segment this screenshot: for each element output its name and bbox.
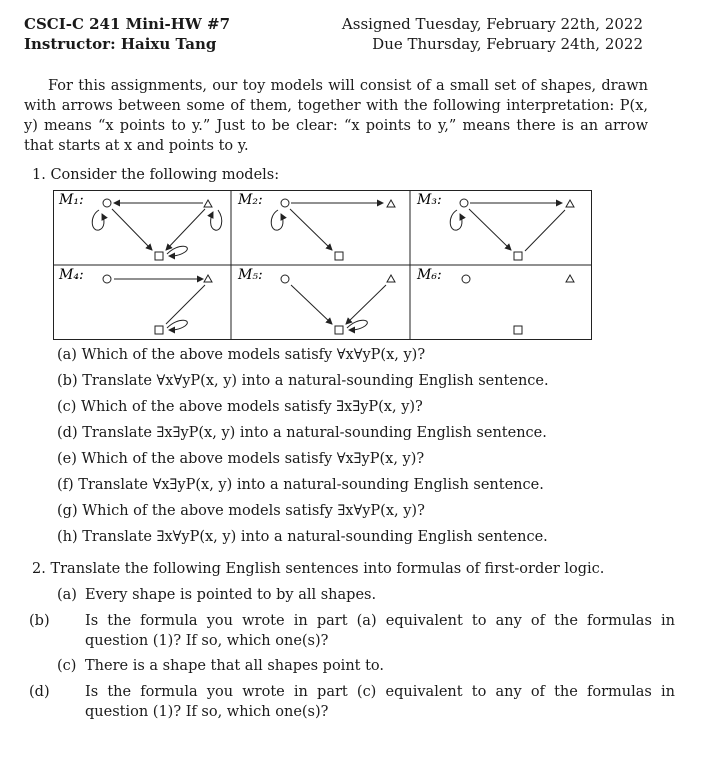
arrow	[346, 285, 386, 324]
self-loop	[167, 246, 187, 256]
model-label-m3: M₃:	[417, 192, 442, 208]
due-date: Due Thursday, February 24th, 2022	[372, 35, 643, 53]
instructor-line: Instructor: Haixu Tang	[24, 35, 217, 53]
edge	[166, 285, 205, 324]
triangle-node	[204, 200, 212, 207]
q1-part-a: (a) Which of the above models satisfy ∀x∀yP(x, y)?	[57, 347, 426, 363]
circle-node	[281, 199, 289, 207]
assigned-date: Assigned Tuesday, February 22th, 2022	[341, 15, 643, 33]
circle-node	[460, 199, 468, 207]
triangle-node	[566, 275, 574, 282]
model-m3-diagram	[450, 199, 574, 260]
square-node	[155, 252, 163, 260]
model-m1-diagram	[92, 199, 221, 260]
part-text: There is a shape that all shapes point to.	[85, 658, 384, 674]
part-tag: (d)	[29, 684, 50, 700]
self-loop	[450, 210, 462, 230]
triangle-node	[566, 200, 574, 207]
q1-part-g: (g) Which of the above models satisfy ∃x∀yP(x, y)?	[57, 503, 425, 519]
model-label-m1: M₁:	[59, 192, 84, 208]
q1-part-c: (c) Which of the above models satisfy ∃x∃yP(x, y)?	[57, 399, 423, 415]
square-node	[155, 326, 163, 334]
course-title: CSCI-C 241 Mini-HW #7	[24, 15, 231, 33]
model-label-m5: M₅:	[238, 267, 263, 283]
square-node	[514, 252, 522, 260]
model-m5-diagram	[281, 275, 395, 334]
part-tag: (b)	[29, 613, 50, 629]
model-m6-diagram	[462, 275, 574, 334]
q1-part-h: (h) Translate ∃x∀yP(x, y) into a natural-sounding English sentence.	[57, 529, 548, 545]
question-1-heading: 1. Consider the following models:	[32, 167, 280, 183]
model-label-m6: M₆:	[417, 267, 442, 283]
triangle-node	[204, 275, 212, 282]
q1-part-d: (d) Translate ∃x∃yP(x, y) into a natural-sounding English sentence.	[57, 425, 547, 441]
self-loop	[347, 320, 367, 330]
model-m2-diagram	[271, 199, 395, 260]
square-node	[335, 252, 343, 260]
q2-part-b	[29, 611, 675, 651]
q2-part-d	[29, 682, 675, 722]
header-right	[342, 14, 643, 54]
part-text: Is the formula you wrote in part (c) equivalent to any of the formulas in question (1)? If so, which one(s)?	[85, 684, 675, 720]
self-loop	[92, 210, 104, 230]
arrow	[290, 209, 332, 250]
q2-part-a	[57, 585, 376, 605]
part-text: Every shape is pointed to by all shapes.	[85, 587, 377, 603]
arrow	[469, 209, 511, 250]
circle-node	[103, 275, 111, 283]
triangle-node	[387, 200, 395, 207]
question-2-heading: 2. Translate the following English sentences into formulas of first-order logic.	[32, 561, 605, 577]
q1-part-e: (e) Which of the above models satisfy ∀x∃yP(x, y)?	[57, 451, 425, 467]
circle-node	[462, 275, 470, 283]
q2-part-c	[57, 656, 384, 676]
part-text: Is the formula you wrote in part (a) equivalent to any of the formulas in question (1)? If so, which one(s)?	[85, 613, 675, 649]
model-label-m2: M₂:	[238, 192, 263, 208]
self-loop	[167, 320, 187, 330]
model-m4-diagram	[103, 275, 212, 334]
header-left	[24, 14, 230, 54]
part-tag: (a)	[57, 587, 77, 603]
arrow	[112, 209, 152, 250]
circle-node	[103, 199, 111, 207]
self-loop	[211, 210, 222, 230]
q1-part-f: (f) Translate ∀x∃yP(x, y) into a natural-sounding English sentence.	[57, 477, 544, 493]
triangle-node	[387, 275, 395, 282]
self-loop	[271, 210, 283, 230]
arrow	[291, 285, 332, 324]
square-node	[514, 326, 522, 334]
square-node	[335, 326, 343, 334]
model-label-m4: M₄:	[59, 267, 84, 283]
models-grid	[53, 190, 592, 340]
arrow	[166, 209, 205, 250]
circle-node	[281, 275, 289, 283]
intro-text: For this assignments, our toy models will consist of a small set of shapes, drawn with arrows between some of them, together with the following interpretation: P(x, y) means “x points to y.” Just to be clear: “x points to y,” means there is an arrow that starts at x and points to y.	[24, 78, 648, 154]
intro-paragraph	[24, 76, 648, 156]
part-tag: (c)	[57, 658, 77, 674]
q1-part-b: (b) Translate ∀x∀yP(x, y) into a natural-sounding English sentence.	[57, 373, 549, 389]
edge	[525, 210, 565, 251]
